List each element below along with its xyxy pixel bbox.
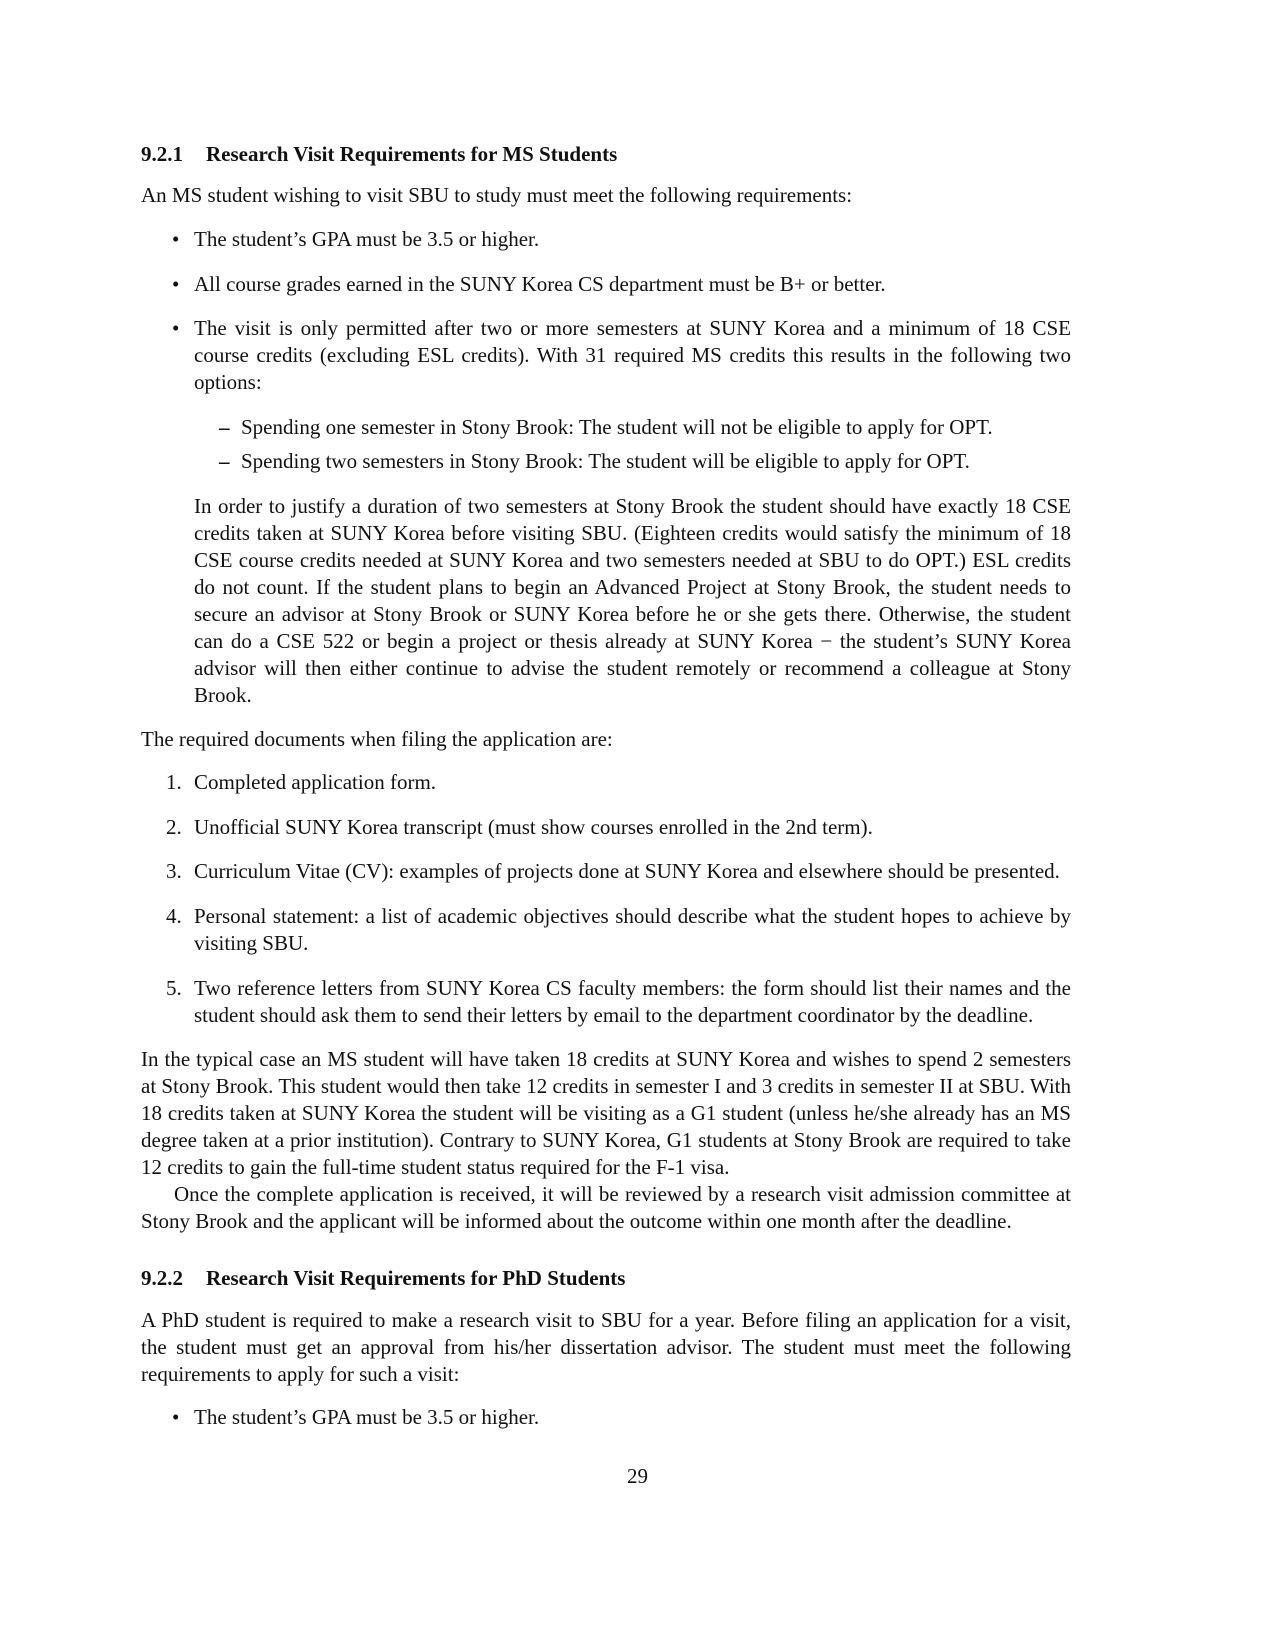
bullet-text: The student’s GPA must be 3.5 or higher. — [194, 1405, 540, 1429]
section-number: 9.2.2 — [141, 1266, 183, 1290]
list-text: Unofficial SUNY Korea transcript (must show courses enrolled in the 2nd term). — [194, 815, 873, 839]
list-number: 5. — [166, 976, 182, 1000]
typical-case-paragraph: In the typical case an MS student will have taken 18 credits at SUNY Korea and wishes to spend 2 semesters at Stony Brook. This student would then take 12 credits in semester I and 3 credits in semester II at SBU. With 18 credits taken at SUNY Korea the student will be visiting as a G1 student (unless he/she already has an MS degree taken at a prior institution). Contrary to SUNY Korea, G1 students at Stony Brook are required to take 12 credits to gain the full-time student status required for the F-1 visa. — [141, 1047, 1071, 1179]
page-number: 29 — [627, 1464, 648, 1488]
document-list-item — [166, 858, 1071, 885]
ms-bullet-item — [172, 271, 1071, 298]
justification-paragraph: In order to justify a duration of two semesters at Stony Brook the student should have exactly 18 CSE credits taken at SUNY Korea before visiting SBU. (Eighteen credits would satisfy the minimum of 18 CSE course credits needed at SUNY Korea and two semesters needed at SBU to do OPT.) ESL credits do not count. If the student plans to begin an Advanced Project at Stony Brook, the student needs to secure an advisor at Stony Brook or SUNY Korea before he or she gets there. Otherwise, the student can do a CSE 522 or begin a project or thesis already at SUNY Korea − the student’s SUNY Korea advisor will then either continue to advise the student remotely or recommend a colleague at Stony Brook. — [194, 494, 1071, 707]
option-text: Spending two semesters in Stony Brook: The student will be eligible to apply for OPT. — [241, 449, 970, 473]
phd-intro-paragraph: A PhD student is required to make a research visit to SBU for a year. Before filing an application for a visit, the student must get an approval from his/her dissertation advisor. The student must meet the following requirements to apply for such a visit: — [141, 1308, 1071, 1386]
option-item — [219, 414, 1071, 441]
bullet-text: All course grades earned in the SUNY Korea CS department must be B+ or better. — [194, 272, 886, 296]
document-list-item — [166, 769, 1071, 796]
dash-marker: – — [219, 415, 230, 439]
section-heading-9-2-2 — [141, 1265, 625, 1292]
ms-intro-paragraph: An MS student wishing to visit SBU to study must meet the following requirements: — [141, 183, 853, 207]
ms-bullet-item — [172, 226, 1071, 253]
review-paragraph: Once the complete application is received, it will be reviewed by a research visit admission committee at Stony Brook and the applicant will be informed about the outcome within one month after the deadline. — [141, 1182, 1071, 1233]
list-number: 1. — [166, 770, 182, 794]
bullet-marker: • — [172, 316, 180, 340]
bullet-marker: • — [172, 1405, 180, 1429]
bullet-marker: • — [172, 272, 180, 296]
list-number: 4. — [166, 904, 182, 928]
section-number: 9.2.1 — [141, 142, 183, 166]
bullet-text: The student’s GPA must be 3.5 or higher. — [194, 227, 540, 251]
list-number: 2. — [166, 815, 182, 839]
list-text: Curriculum Vitae (CV): examples of projects done at SUNY Korea and elsewhere should be presented. — [194, 859, 1060, 883]
bullet-marker: • — [172, 227, 180, 251]
list-number: 3. — [166, 859, 182, 883]
list-text: Personal statement: a list of academic objectives should describe what the student hopes to achieve by visiting SBU. — [194, 904, 1071, 955]
document-list-item — [166, 814, 1071, 841]
section-title: Research Visit Requirements for MS Students — [206, 142, 618, 166]
list-text: Two reference letters from SUNY Korea CS faculty members: the form should list their names and the student should ask them to send their letters by email to the department coordinator by the deadline. — [194, 976, 1071, 1027]
ms-bullet-item — [172, 315, 1071, 396]
section-heading-9-2-1 — [141, 141, 617, 168]
section-title: Research Visit Requirements for PhD Students — [206, 1266, 626, 1290]
dash-marker: – — [219, 449, 230, 473]
option-text: Spending one semester in Stony Brook: The student will not be eligible to apply for OPT. — [241, 415, 993, 439]
phd-bullet-item — [172, 1404, 1071, 1431]
documents-intro-paragraph: The required documents when filing the application are: — [141, 727, 613, 751]
option-item — [219, 448, 1071, 475]
list-text: Completed application form. — [194, 770, 437, 794]
bullet-text: The visit is only permitted after two or more semesters at SUNY Korea and a minimum of 18 CSE course credits (excluding ESL credits). With 31 required MS credits this results in the following two options: — [194, 316, 1071, 394]
document-list-item — [166, 975, 1071, 1029]
document-list-item — [166, 903, 1071, 957]
